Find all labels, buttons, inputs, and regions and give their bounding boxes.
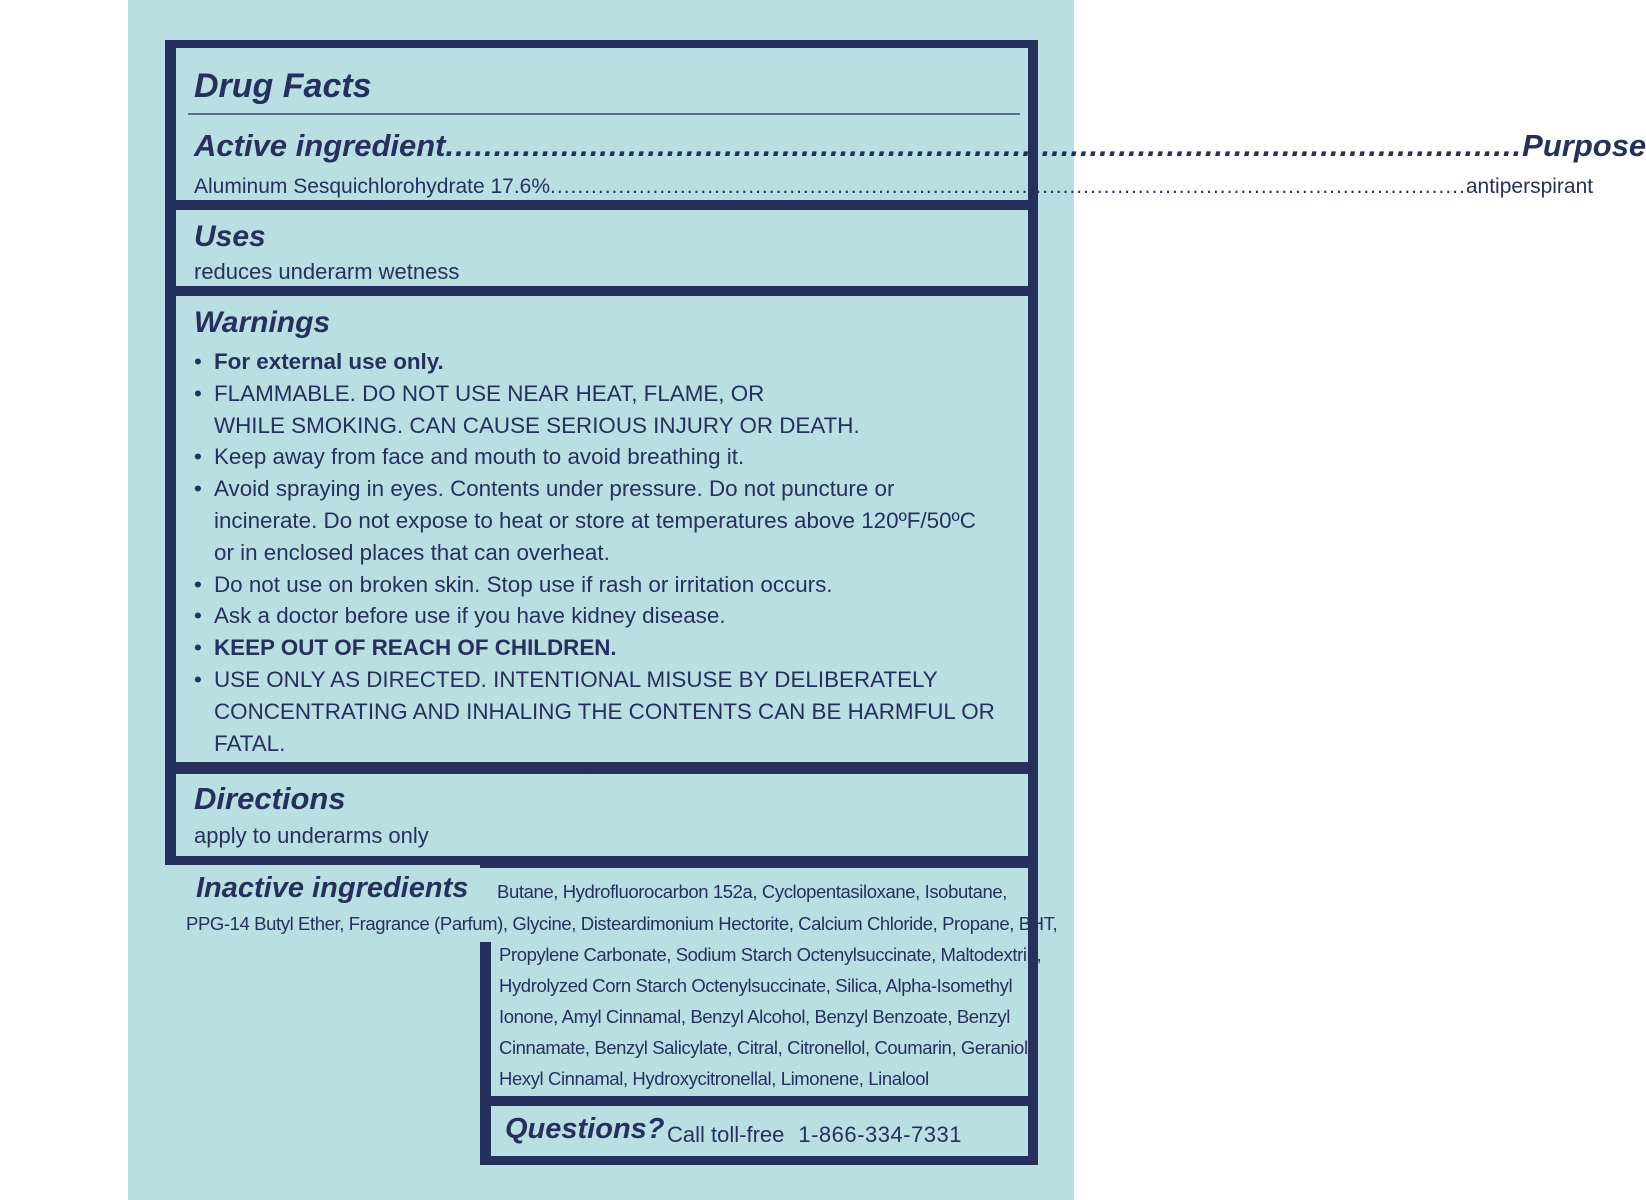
directions-section <box>176 774 1028 856</box>
purpose-header: Purpose <box>1522 128 1646 163</box>
bullet: • <box>194 476 202 502</box>
bullet: • <box>194 603 202 629</box>
warning-item <box>194 378 1018 442</box>
warnings-title: Warnings <box>194 306 331 339</box>
questions-title: Questions? <box>505 1113 665 1145</box>
inactive-ingredients-line: Propylene Carbonate, Sodium Starch Octenylsuccinate, Maltodextrin, <box>499 944 1042 965</box>
active-ingredient-section <box>176 48 1646 200</box>
warning-text: USE ONLY AS DIRECTED. INTENTIONAL MISUSE BY DELIBERATELY CONCENTRATING AND INHALING THE CONTENTS CAN BE HARMFUL OR FATAL. <box>214 666 995 756</box>
warning-text: Do not use on broken skin. Stop use if rash or irritation occurs. <box>214 571 833 597</box>
active-ingredient-purpose: antiperspirant <box>1465 175 1594 198</box>
inactive-ingredients-line: Cinnamate, Benzyl Salicylate, Citral, Citronellol, Coumarin, Geraniol, <box>499 1037 1033 1058</box>
inactive-ingredients-line: Ionone, Amyl Cinnamal, Benzyl Alcohol, Benzyl Benzoate, Benzyl <box>499 1006 1010 1027</box>
bullet: • <box>194 571 202 597</box>
warning-text: Keep away from face and mouth to avoid breathing it. <box>214 444 745 470</box>
inactive-ingredients-continued <box>491 936 1042 1096</box>
uses-section <box>176 210 1028 286</box>
active-ingredient-header-row <box>194 128 1646 164</box>
warning-item <box>194 664 1018 791</box>
inactive-ingredients-line: Hexyl Cinnamal, Hydroxycitronellal, Limonene, Linalool <box>499 1068 929 1089</box>
bullet: • <box>194 349 202 374</box>
inactive-ingredients-line: Hydrolyzed Corn Starch Octenylsuccinate, Silica, Alpha-Isomethyl <box>499 975 1013 996</box>
call-toll-free-text: Call toll-free <box>667 1122 785 1147</box>
uses-text: reduces underarm wetness <box>194 259 460 284</box>
warning-item <box>194 473 1018 568</box>
bullet: • <box>194 380 202 406</box>
inactive-ingredients-title: Inactive ingredients <box>196 872 469 904</box>
warning-item <box>194 441 1018 473</box>
uses-title: Uses <box>194 220 266 253</box>
warning-text: Avoid spraying in eyes. Contents under pressure. Do not puncture or incinerate. Do not expose to heat or store at temperatures above 120ºF/50ºC or in enclosed places that can overheat. <box>214 476 976 565</box>
warning-text: FLAMMABLE. DO NOT USE NEAR HEAT, FLAME, OR WHILE SMOKING. CAN CAUSE SERIOUS INJURY OR DEATH. <box>214 380 860 438</box>
warning-item <box>194 346 1018 378</box>
warning-text: Ask a doctor before use if you have kidney disease. <box>214 603 726 629</box>
warnings-section <box>176 296 1028 762</box>
active-ingredient-header: Active ingredient <box>194 128 446 163</box>
bullet: • <box>194 666 202 692</box>
warning-text: For external use only. <box>214 349 444 374</box>
inactive-ingredients-section <box>176 868 1058 942</box>
warning-item <box>194 600 1018 632</box>
title-rule <box>188 113 1020 115</box>
phone-number: 1-866-334-7331 <box>798 1122 962 1147</box>
directions-title: Directions <box>194 781 346 816</box>
warning-item <box>194 569 1018 601</box>
warning-item <box>194 632 1018 664</box>
bullet: • <box>194 635 202 661</box>
drug-facts-title: Drug Facts <box>194 67 372 105</box>
warning-text: KEEP OUT OF REACH OF CHILDREN. <box>214 635 617 661</box>
questions-call <box>667 1122 962 1148</box>
bullet: • <box>194 444 202 470</box>
directions-text: apply to underarms only <box>194 823 429 848</box>
inactive-ingredients-line: Butane, Hydrofluorocarbon 152a, Cyclopentasiloxane, Isobutane, <box>497 881 1007 902</box>
active-ingredient-name: Aluminum Sesquichlorohydrate 17.6% <box>194 175 551 198</box>
leader-dots: ................................................................................................................ <box>445 128 1523 163</box>
warnings-list <box>194 346 1018 791</box>
active-ingredient-row <box>194 175 1594 199</box>
questions-section <box>491 1106 1028 1156</box>
leader-dots: ...................................................................................................................................... <box>550 175 1466 198</box>
inactive-ingredients-line: PPG-14 Butyl Ether, Fragrance (Parfum), Glycine, Disteardimonium Hectorite, Calcium Chloride, Propane, BHT, <box>186 913 1058 934</box>
